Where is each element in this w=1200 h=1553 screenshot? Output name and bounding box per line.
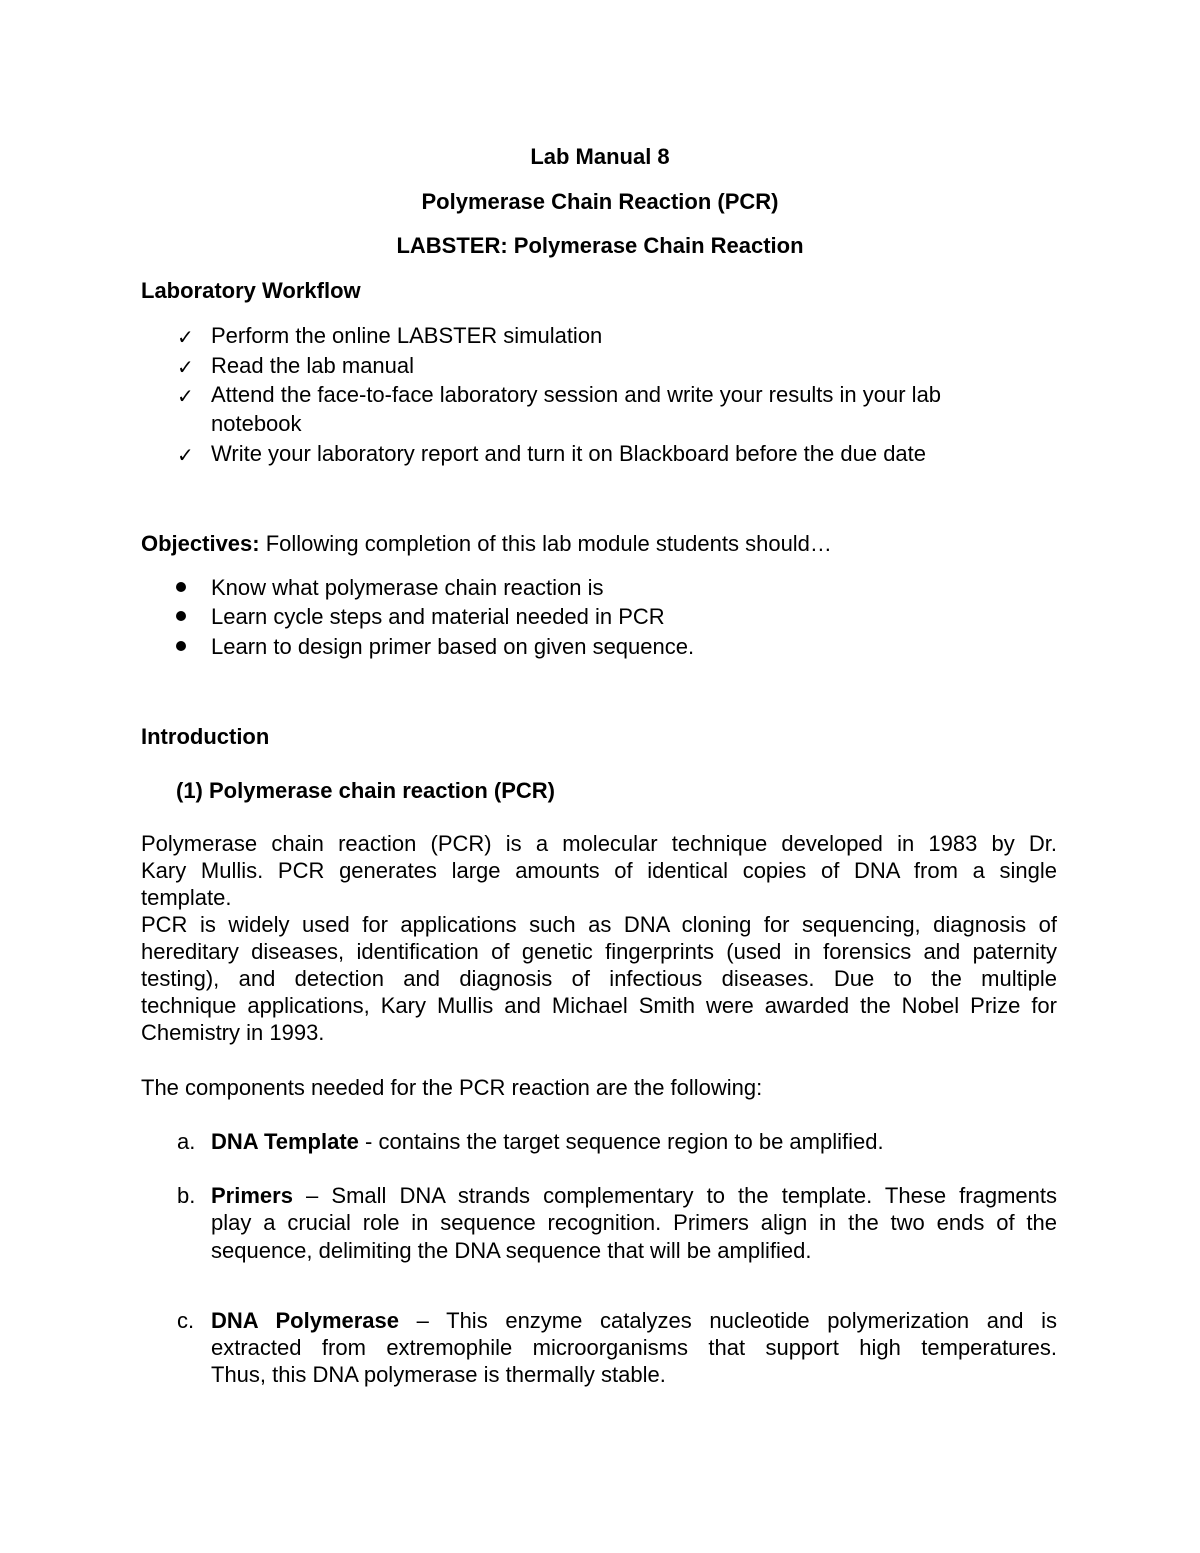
component-text: – Small DNA strands complementary to the template. These fragments (292, 1183, 1057, 1208)
paragraph-line: testing), and detection and diagnosis of infectious diseases. Due to the multiple (141, 966, 1057, 991)
list-marker: b. (177, 1183, 196, 1208)
component-item (211, 1308, 1057, 1334)
workflow-heading: Laboratory Workflow (141, 278, 361, 303)
paragraph-line: template. (141, 885, 232, 910)
component-term: DNA Polymerase (211, 1308, 400, 1333)
component-text-line: extracted from extremophile microorganisms that support high temperatures. (211, 1335, 1057, 1360)
paragraph-line: PCR is widely used for applications such as DNA cloning for sequencing, diagnosis of (141, 912, 1057, 937)
list-marker: a. (177, 1129, 196, 1154)
component-text: - contains the target sequence region to be amplified. (358, 1129, 884, 1154)
component-text-line: Thus, this DNA polymerase is thermally stable. (211, 1362, 666, 1387)
page-subtitle: Polymerase Chain Reaction (PCR) (421, 189, 779, 214)
component-item (211, 1183, 1057, 1209)
bullet-icon (176, 641, 186, 651)
paragraph-line: Kary Mullis. PCR generates large amounts of identical copies of DNA from a single (141, 858, 1057, 883)
workflow-item: Read the lab manual (211, 353, 415, 378)
objectives-label: Objectives: (141, 531, 260, 556)
component-text-line: play a crucial role in sequence recognition. Primers align in the two ends of the (211, 1210, 1057, 1235)
paragraph-line: technique applications, Kary Mullis and Michael Smith were awarded the Nobel Prize for (141, 993, 1057, 1018)
workflow-item: Write your laboratory report and turn it on Blackboard before the due date (211, 441, 927, 466)
check-icon: ✓ (177, 355, 194, 379)
check-icon: ✓ (177, 384, 194, 408)
components-intro: The components needed for the PCR reaction are the following: (141, 1075, 763, 1100)
workflow-item-continued: notebook (211, 411, 302, 436)
introduction-heading: Introduction (141, 724, 270, 749)
component-term: DNA Template (211, 1129, 359, 1154)
paragraph-line: hereditary diseases, identification of genetic fingerprints (used in forensics and paternity (141, 939, 1057, 964)
component-text-line: sequence, delimiting the DNA sequence that will be amplified. (211, 1238, 812, 1263)
paragraph-line: Polymerase chain reaction (PCR) is a molecular technique developed in 1983 by Dr. (141, 831, 1057, 856)
workflow-item: Perform the online LABSTER simulation (211, 323, 603, 348)
objective-item: Know what polymerase chain reaction is (211, 575, 604, 600)
component-term: Primers (211, 1183, 293, 1208)
labster-title: LABSTER: Polymerase Chain Reaction (396, 233, 804, 258)
objective-item: Learn to design primer based on given sequence. (211, 634, 695, 659)
component-text: – This enzyme catalyzes nucleotide polymerization and is (399, 1308, 1057, 1333)
objectives-line (141, 531, 832, 557)
bullet-icon (176, 611, 186, 621)
page-title: Lab Manual 8 (530, 144, 670, 169)
workflow-item: Attend the face-to-face laboratory session and write your results in your lab (211, 382, 942, 407)
list-marker: c. (177, 1308, 195, 1333)
check-icon: ✓ (177, 325, 194, 349)
objective-item: Learn cycle steps and material needed in PCR (211, 604, 665, 629)
component-item (211, 1129, 884, 1155)
check-icon: ✓ (177, 443, 194, 467)
bullet-icon (176, 582, 186, 592)
paragraph-line: Chemistry in 1993. (141, 1020, 325, 1045)
pcr-subheading: (1) Polymerase chain reaction (PCR) (176, 778, 556, 803)
objectives-intro: Following completion of this lab module students should… (259, 531, 832, 556)
